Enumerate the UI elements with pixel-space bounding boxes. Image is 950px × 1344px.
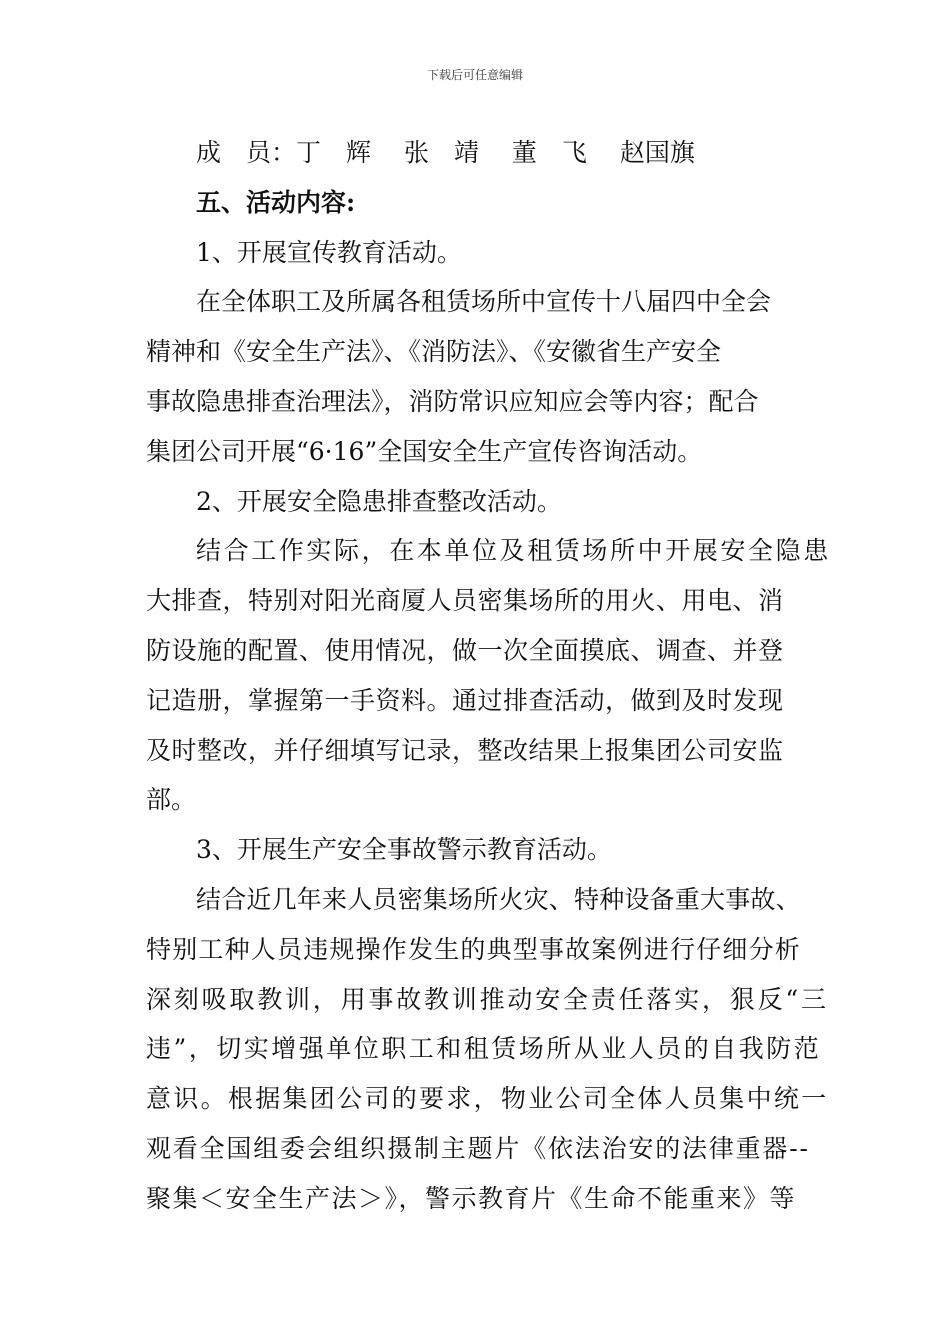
item3-body-line: 聚集＜安全生产法＞》，警示教育片《生命不能重来》等	[146, 1183, 797, 1213]
item2-body-line: 部。	[146, 785, 197, 815]
item2-body-line: 结合工作实际，在本单位及租赁场所中开展安全隐患	[196, 536, 831, 566]
item1-body-line: 集团公司开展“6·16”全国安全生产宣传咨询活动。	[146, 436, 703, 466]
members-line: 成 员：丁 辉 张 靖 董 飞 赵国旗	[196, 138, 695, 167]
item2-body-line: 大排查，特别对阳光商厦人员密集场所的用火、用电、消	[146, 586, 784, 616]
item3-body-line: 结合近几年来人员密集场所火灾、特种设备重大事故、	[196, 884, 801, 914]
item1-body-line: 事故隐患排查治理法》，消防常识应知应会等内容；配合	[146, 386, 759, 416]
document-body	[146, 128, 831, 1224]
item1-body-line: 在全体职工及所属各租赁场所中宣传十八届四中全会	[196, 287, 772, 317]
item3-body-line: 观看全国组委会组织摄制主题片《依法治安的法律重器--	[146, 1133, 810, 1163]
item2-body-line: 记造册，掌握第一手资料。通过排查活动，做到及时发现	[146, 685, 784, 715]
item3-body-line: 特别工种人员违规操作发生的典型事故案例进行仔细分析	[146, 934, 802, 964]
item3-body-line: 意识。根据集团公司的要求，物业公司全体人员集中统一	[146, 1084, 829, 1114]
item3-body-line: 深刻吸取教训，用事故教训推动安全责任落实，狠反“三	[146, 984, 829, 1014]
item1-title: 1、开展宣传教育活动。	[196, 237, 462, 267]
item3-body-line: 违”，切实增强单位职工和租赁场所从业人员的自我防范	[146, 1034, 822, 1064]
section-title: 五、活动内容:	[196, 187, 356, 217]
item2-body-line: 防设施的配置、使用情况，做一次全面摸底、调查、并登	[146, 635, 784, 665]
item1-body-line: 精神和《安全生产法》、《消防法》、《安徽省生产安全	[146, 337, 722, 367]
page-header: 下载后可任意编辑	[426, 68, 523, 82]
item3-title: 3、开展生产安全事故警示教育活动。	[196, 835, 612, 865]
item2-body-line: 及时整改，并仔细填写记录，整改结果上报集团公司安监	[146, 735, 784, 765]
item2-title: 2、开展安全隐患排查整改活动。	[196, 486, 562, 516]
